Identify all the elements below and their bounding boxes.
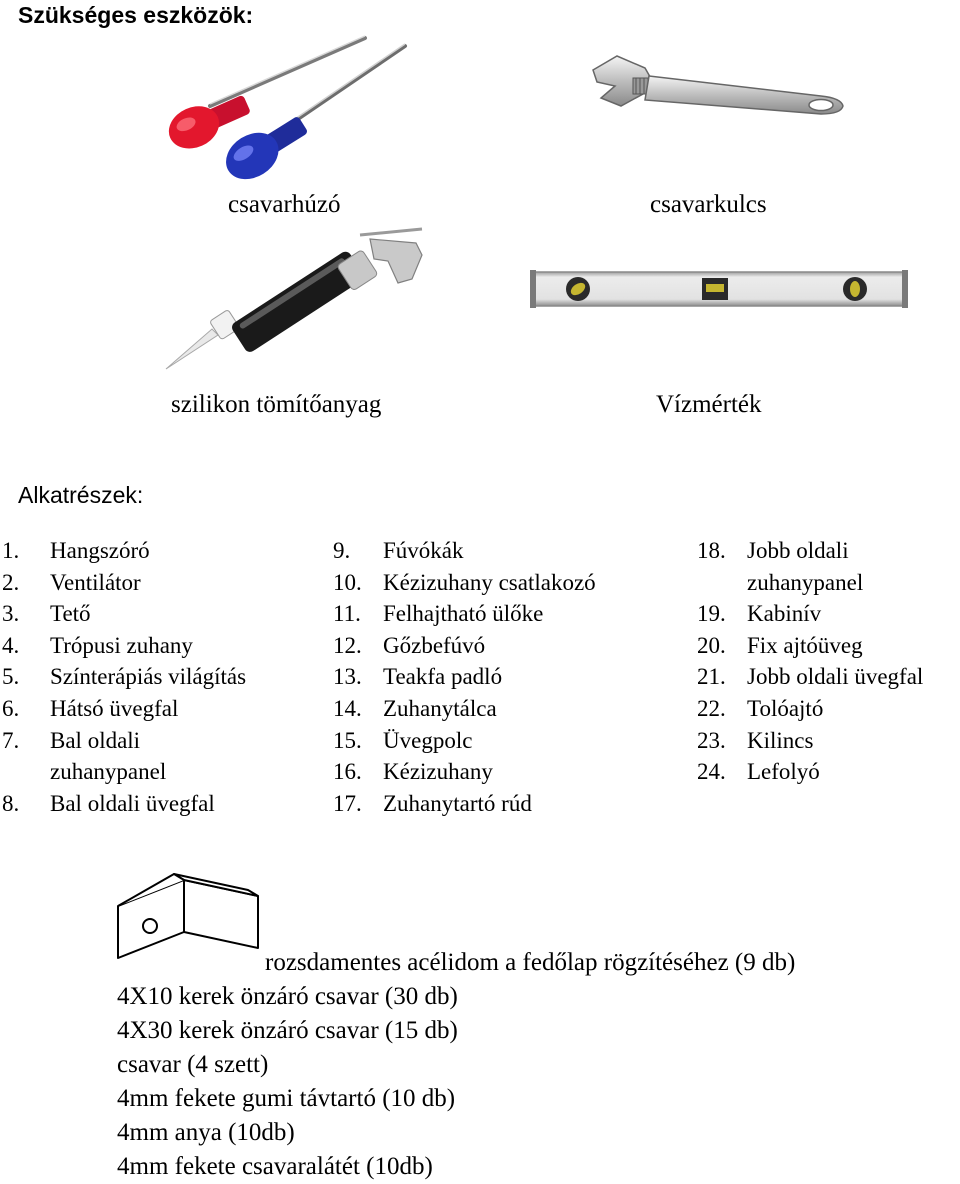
tool-caption-screwdriver: csavarhúzó bbox=[228, 191, 341, 218]
list-item: 20. Fix ajtóüveg bbox=[697, 632, 863, 658]
list-item: 21. Jobb oldali üvegfal bbox=[697, 664, 924, 690]
list-item: 13. Teakfa padló bbox=[333, 664, 503, 690]
list-item: 15. Üvegpolc bbox=[333, 727, 473, 753]
steel-bracket-icon bbox=[112, 870, 272, 970]
list-item: 3. Tető bbox=[2, 601, 91, 627]
spirit-level-icon bbox=[530, 268, 910, 310]
list-item: 2. Ventilátor bbox=[2, 569, 141, 595]
list-item: 12. Gőzbefúvó bbox=[333, 632, 486, 658]
wrench-icon bbox=[585, 48, 855, 128]
tool-caption-wrench: csavarkulcs bbox=[650, 191, 767, 218]
components-column-1 bbox=[2, 535, 322, 819]
tools-heading: Szükséges eszközök: bbox=[18, 2, 254, 28]
list-item: 23. Kilincs bbox=[697, 727, 814, 753]
components-heading: Alkatrészek: bbox=[18, 482, 144, 508]
list-item: 11. Felhajtható ülőke bbox=[333, 601, 544, 627]
list-item: 7. Bal oldali bbox=[2, 727, 141, 753]
list-item: 1. Hangszóró bbox=[2, 538, 150, 563]
list-item: 10. Kézizuhany csatlakozó bbox=[333, 569, 596, 595]
caulking-gun-icon bbox=[160, 225, 430, 375]
parts-item-bracket: rozsdamentes acélidom a fedőlap rögzítéséhez (9 db) bbox=[265, 949, 796, 976]
list-item: 22. Tolóajtó bbox=[697, 695, 824, 721]
parts-item: 4mm fekete csavaralátét (10db) bbox=[117, 1153, 433, 1180]
tool-caption-spirit-level: Vízmérték bbox=[656, 391, 762, 418]
list-item: 9. Fúvókák bbox=[333, 538, 464, 563]
parts-item: 4mm fekete gumi távtartó (10 db) bbox=[117, 1085, 456, 1112]
list-item: 4. Trópusi zuhany bbox=[2, 632, 193, 658]
list-item: 16. Kézizuhany bbox=[333, 759, 493, 785]
components-column-3 bbox=[697, 535, 959, 788]
list-item-continuation: zuhanypanel bbox=[747, 569, 864, 595]
parts-item: 4X30 kerek önzáró csavar (15 db) bbox=[117, 1017, 458, 1044]
list-item: 8. Bal oldali üvegfal bbox=[2, 790, 215, 816]
list-item: 17. Zuhanytartó rúd bbox=[333, 790, 532, 816]
list-item: 6. Hátsó üvegfal bbox=[2, 695, 179, 721]
parts-item: 4X10 kerek önzáró csavar (30 db) bbox=[117, 983, 458, 1010]
parts-item: csavar (4 szett) bbox=[117, 1051, 269, 1078]
list-item: 19. Kabinív bbox=[697, 601, 822, 627]
tool-caption-silicone: szilikon tömítőanyag bbox=[171, 391, 382, 418]
list-item: 5. Színterápiás világítás bbox=[2, 664, 247, 690]
list-item-continuation: zuhanypanel bbox=[50, 759, 167, 785]
screwdriver-icon bbox=[170, 28, 420, 188]
parts-item: 4mm anya (10db) bbox=[117, 1119, 295, 1146]
components-column-2 bbox=[333, 535, 673, 819]
list-item: 18. Jobb oldali bbox=[697, 538, 849, 563]
list-item: 24. Lefolyó bbox=[697, 759, 820, 785]
list-item: 14. Zuhanytálca bbox=[333, 695, 497, 721]
